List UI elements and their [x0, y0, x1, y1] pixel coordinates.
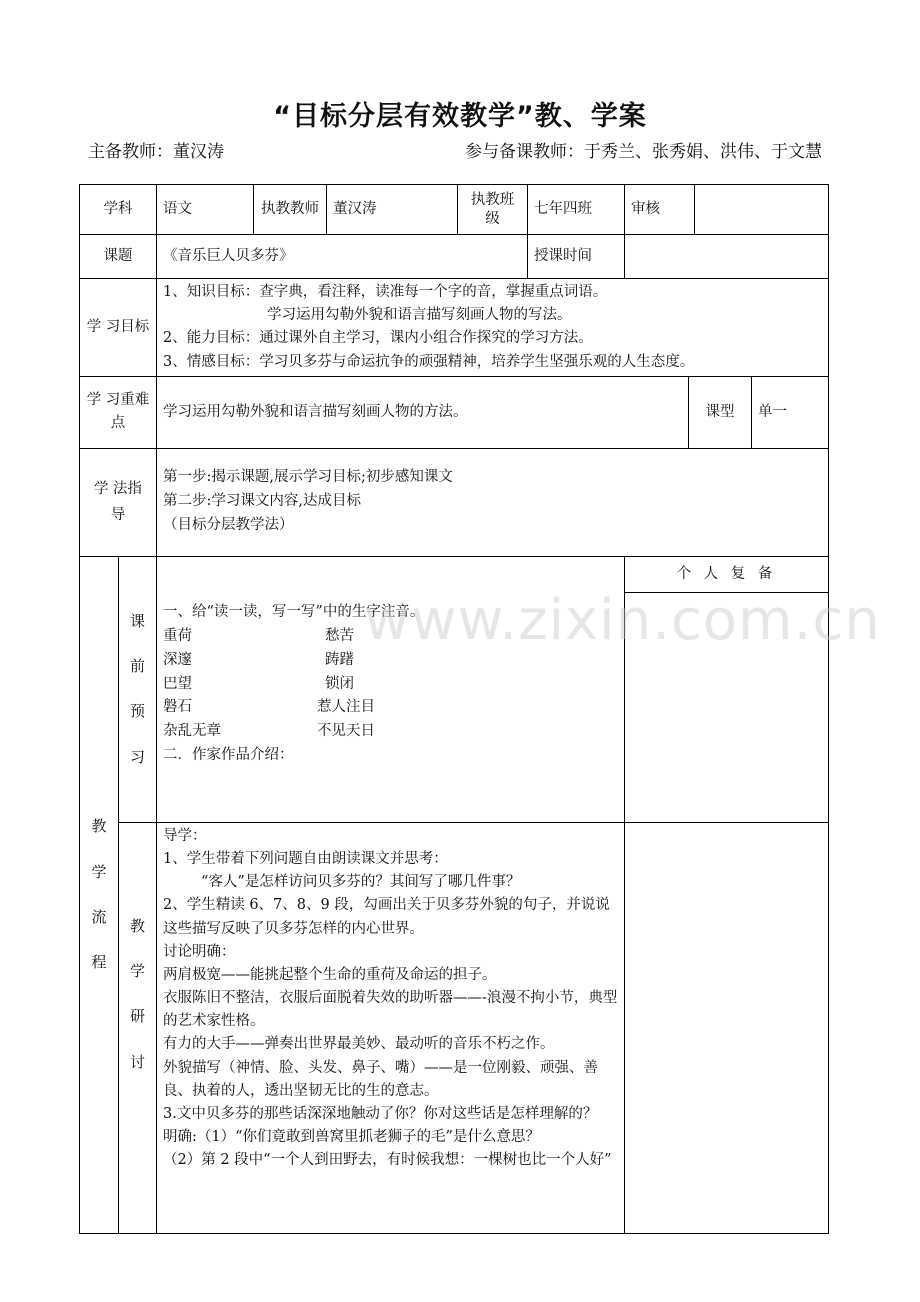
- lesson-plan-table: [79, 184, 829, 1234]
- preview-intro: 一、给“读一读，写一写”中的生字注音。: [163, 603, 425, 620]
- class-label: 执教班级: [458, 185, 528, 235]
- vocab-pair: 重荷 愁苦: [163, 627, 354, 644]
- subject-label: 学科: [80, 185, 157, 235]
- personal-review-label: 个 人 复 备: [625, 556, 829, 592]
- review-value: [695, 185, 829, 235]
- method-label: 学 法指 导: [80, 448, 157, 556]
- study-line: 2、学生精读 6、7、8、9 段，勾画出关于贝多芬外貌的句子，并说说这些描写反映了贝多芬怎样的内心世界。: [163, 897, 610, 937]
- teacher-value: 董汉涛: [327, 185, 458, 235]
- study-label: 教 学 研 讨: [119, 822, 157, 1233]
- document-title: “目标分层有效教学”教、学案: [273, 101, 647, 132]
- co-teachers: 参与备课教师：于秀兰、张秀娟、洪伟、于文慧: [465, 142, 822, 162]
- personal-review-study: [625, 822, 829, 1233]
- vocab-list: [163, 625, 618, 745]
- vocab-pair: 杂乱无章 不见天日: [163, 723, 375, 740]
- time-value: [625, 235, 829, 279]
- process-label: 教 学 流 程: [80, 556, 119, 1233]
- study-line: 讨论明确：: [163, 943, 236, 960]
- subject-value: 语文: [157, 185, 254, 235]
- study-row: [80, 822, 829, 1233]
- study-line: 有力的大手——弹奏出世界最美妙、最动听的音乐不朽之作。: [163, 1036, 555, 1053]
- study-content: [157, 822, 625, 1233]
- study-line: 两肩极宽——能挑起整个生命的重荷及命运的担子。: [163, 966, 497, 983]
- method-line: 第二步:学习课文内容,达成目标: [163, 493, 361, 510]
- key-points-value: 学习运用勾勒外貌和语言描写刻画人物的方法。: [157, 376, 689, 448]
- goals-row: [80, 279, 829, 377]
- goal-line: 1、知识目标：查字典，看注释，读准每一个字的音，掌握重点词语。: [163, 284, 608, 300]
- method-content: [157, 448, 829, 556]
- vocab-pair: 巴望 锁闭: [163, 675, 354, 692]
- study-line: 3.文中贝多芬的那些话深深地触动了你？你对这些话是怎样理解的？: [163, 1106, 598, 1122]
- goal-line: 学习运用勾勒外貌和语言描写刻画人物的写法。: [267, 307, 572, 324]
- class-value: 七年四班: [528, 185, 625, 235]
- process-header-row: [80, 556, 829, 592]
- key-points-row: [80, 376, 829, 448]
- key-points-label: 学 习重难点: [80, 376, 157, 448]
- goals-content: [157, 279, 829, 377]
- topic-value: 《音乐巨人贝多芬》: [157, 235, 528, 279]
- review-label: 审核: [625, 185, 695, 235]
- topic-row: [80, 235, 829, 279]
- topic-label: 课题: [80, 235, 157, 279]
- study-line: （2）第 2 段中“一个人到田野去，有时候我想：一棵树也比一个人好”: [163, 1152, 612, 1169]
- goal-line: 2、能力目标：通过课外自主学习，课内小组合作探究的学习方法。: [163, 330, 593, 347]
- personal-review-preview: [625, 592, 829, 822]
- time-label: 授课时间: [528, 235, 625, 279]
- study-line: 导学：: [163, 827, 207, 844]
- lead-teacher: 主备教师：董汉涛: [88, 142, 224, 162]
- study-line: “客人”是怎样访问贝多芬的？其间写了哪几件事？: [201, 874, 521, 891]
- preview-part2: 二．作家作品介绍：: [163, 747, 294, 764]
- teacher-label: 执教教师: [254, 185, 327, 235]
- vocab-pair: 磐石 惹人注目: [163, 699, 375, 716]
- study-line: 明确:（1）“你们竟敢到兽窝里抓老狮子的毛”是什么意思？: [163, 1129, 540, 1146]
- preview-content: [157, 556, 625, 822]
- goal-line: 3、情感目标：学习贝多芬与命运抗争的顽强精神，培养学生坚强乐观的人生态度。: [163, 353, 695, 370]
- method-line: 第一步:揭示课题,展示学习目标;初步感知课文: [163, 469, 453, 486]
- header-row: [80, 185, 829, 235]
- goals-label: 学 习目标: [80, 279, 157, 377]
- method-row: [80, 448, 829, 556]
- method-line: （目标分层教学法）: [163, 517, 294, 534]
- lesson-type-label: 课型: [689, 376, 752, 448]
- study-line: 1、学生带着下列问题自由朗读课文并思考：: [163, 850, 448, 867]
- study-line: 外貌描写（神情、脸、头发、鼻子、嘴）——是一位刚毅、顽强、善良、执着的人，透出坚韧无比的生的意志。: [163, 1059, 598, 1099]
- watermark: www.zixin.com.cn: [364, 588, 881, 653]
- vocab-pair: 深邃 踌躇: [163, 651, 354, 668]
- study-line: 衣服陈旧不整洁，衣服后面脱着失效的助听器——-浪漫不拘小节，典型的艺术家性格。: [163, 990, 618, 1030]
- lesson-type-value: 单一: [752, 376, 829, 448]
- preview-label: 课 前 预 习: [119, 556, 157, 822]
